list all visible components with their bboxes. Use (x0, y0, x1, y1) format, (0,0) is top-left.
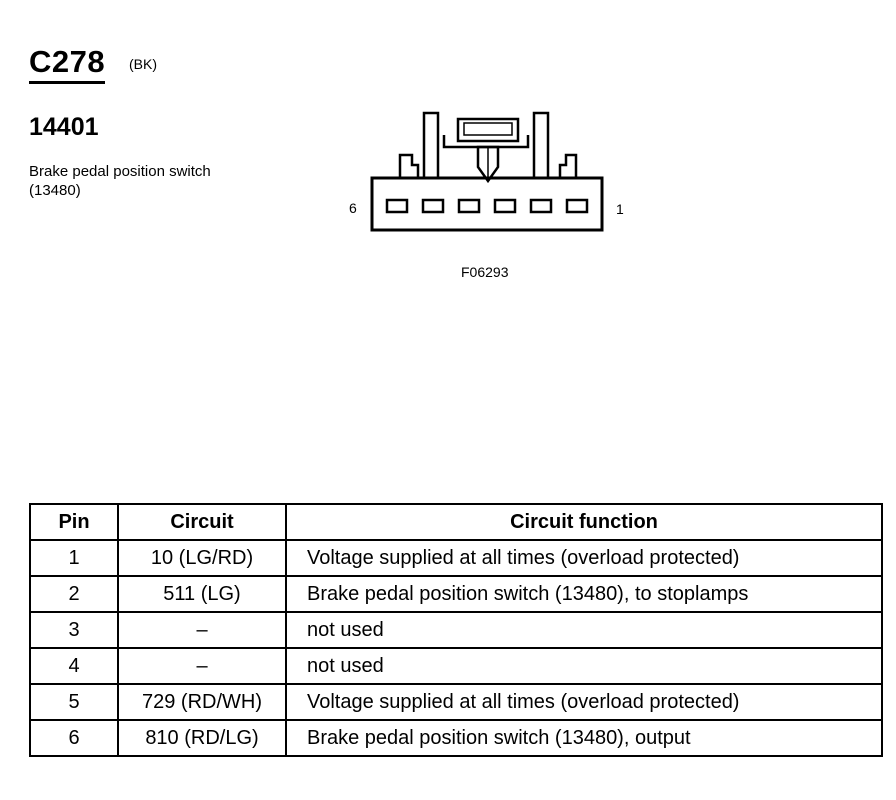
cell-function: not used (286, 612, 882, 648)
pin-label-left: 6 (349, 200, 357, 216)
connector-right-tab (560, 155, 576, 178)
cell-pin: 1 (30, 540, 118, 576)
table-row (30, 684, 882, 720)
cell-pin: 4 (30, 648, 118, 684)
cell-circuit: 729 (RD/WH) (118, 684, 286, 720)
header-circuit-function: Circuit function (286, 504, 882, 540)
connector-left-tab (400, 155, 418, 178)
pin-cavity-5 (423, 200, 443, 212)
table-row (30, 648, 882, 684)
table-row (30, 540, 882, 576)
cell-circuit: – (118, 612, 286, 648)
latch-frame-left (424, 113, 438, 178)
table-header-row (30, 504, 882, 540)
pin-cavity-3 (495, 200, 515, 212)
header-pin: Pin (30, 504, 118, 540)
pin-cavity-6 (387, 200, 407, 212)
cell-pin: 3 (30, 612, 118, 648)
cell-circuit: 10 (LG/RD) (118, 540, 286, 576)
part-number: 14401 (29, 113, 99, 141)
cell-pin: 6 (30, 720, 118, 756)
cell-circuit: – (118, 648, 286, 684)
pinout-table (29, 503, 883, 757)
table-row (30, 576, 882, 612)
cell-pin: 5 (30, 684, 118, 720)
figure-reference: F06293 (461, 264, 509, 280)
pin-cavity-1 (567, 200, 587, 212)
latch-frame-right (534, 113, 548, 178)
cell-circuit: 511 (LG) (118, 576, 286, 612)
header-circuit: Circuit (118, 504, 286, 540)
connector-id: C278 (29, 44, 105, 84)
table-row (30, 720, 882, 756)
pin-label-right: 1 (616, 201, 624, 217)
cell-pin: 2 (30, 576, 118, 612)
cell-function: Brake pedal position switch (13480), to stoplamps (286, 576, 882, 612)
pin-cavity-2 (531, 200, 551, 212)
component-description: Brake pedal position switch (13480) (29, 163, 211, 199)
connector-diagram (340, 105, 620, 240)
cell-circuit: 810 (RD/LG) (118, 720, 286, 756)
cell-function: Voltage supplied at all times (overload protected) (286, 540, 882, 576)
connector-color: (BK) (129, 56, 157, 72)
cell-function: not used (286, 648, 882, 684)
pin-cavity-4 (459, 200, 479, 212)
latch-top-inner (464, 123, 512, 135)
table-row (30, 612, 882, 648)
cell-function: Voltage supplied at all times (overload protected) (286, 684, 882, 720)
cell-function: Brake pedal position switch (13480), output (286, 720, 882, 756)
